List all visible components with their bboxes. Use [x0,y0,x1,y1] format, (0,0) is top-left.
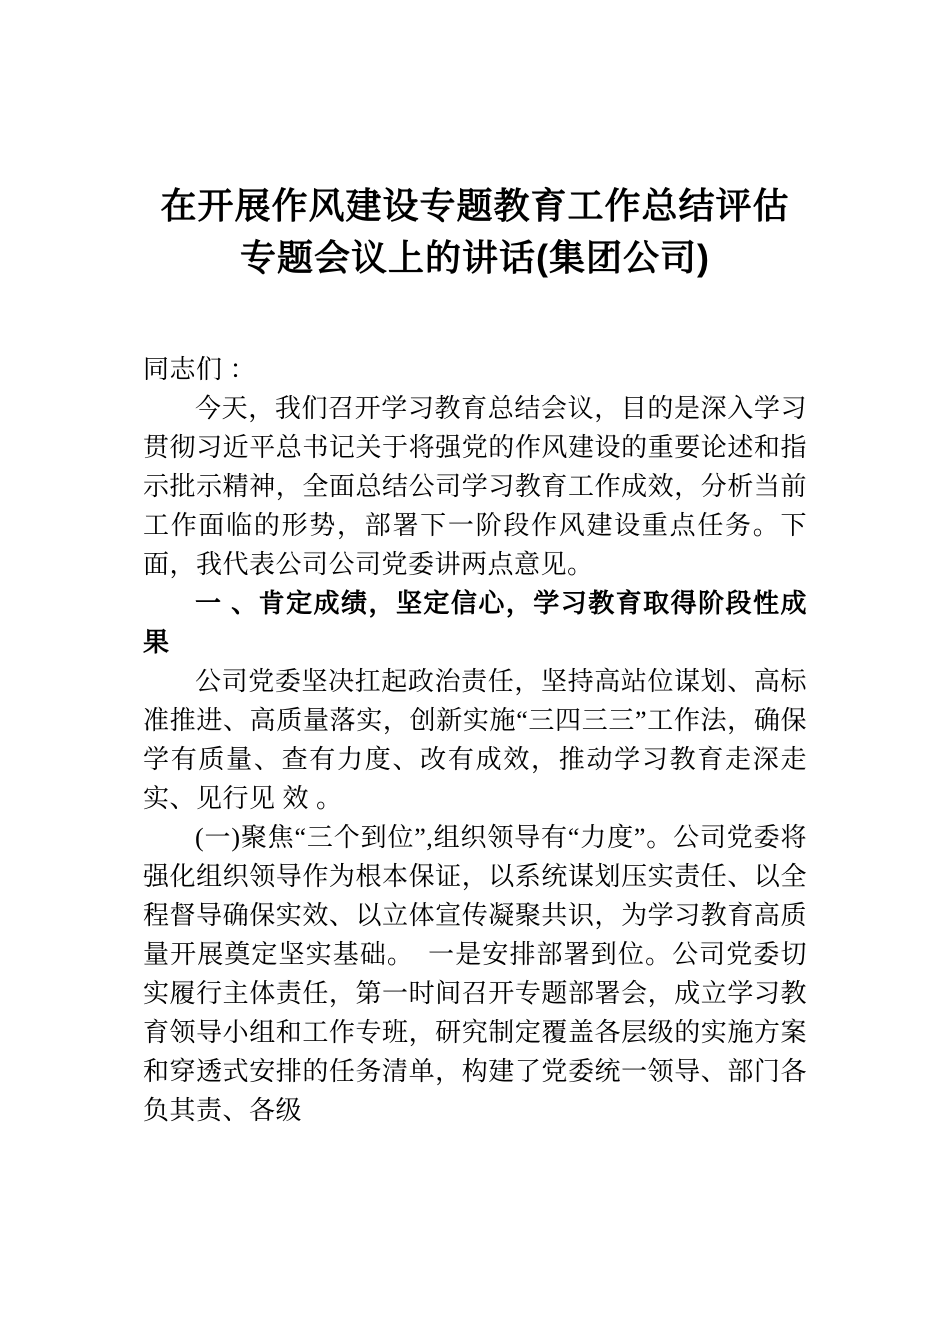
document-body [143,350,807,1130]
document-title: 在开展作风建设专题教育工作总结评估专题会议上的讲话(集团公司) [160,185,790,278]
paragraph-three-in-place: (一)聚焦“三个到位”,组织领导有“力度”。公司党委将强化组织领导作为根本保证，以系统谋划压实责任、以全程督导确保实效、以立体宣传凝聚共识，为学习教育高质量开展奠定坚实基础。 一是安排部署到位。公司党委切实履行主体责任，第一时间召开专题部署会，成立学习教育领导小组和工作专班，研究制定覆盖各层级的实施方案和穿透式安排的任务清单，构建了党委统一领导、部门各负其责、各级 [143,823,807,1125]
paragraph-intro: 今天，我们召开学习教育总结会议，目的是深入学习贯彻习近平总书记关于将强党的作风建设的重要论述和指示批示精神，全面总结公司学习教育工作成效，分析当前工作面临的形势，部署下一阶段作风建设重点任务。下面，我代表公司公司党委讲两点意见。 [143,394,807,579]
salutation-line: 同志们 ： [143,355,257,384]
paragraph-achievements-overview: 公司党委坚决扛起政治责任，坚持高站位谋划、高标准推进、高质量落实，创新实施“三四三三”工作法，确保学有质量、查有力度、改有成效，推动学习教育走深走实、见行见 效 。 [143,667,807,813]
section-heading-part-one: 一 、肯定成绩，坚定信心，学习教育取得阶段性成果 [143,588,807,657]
